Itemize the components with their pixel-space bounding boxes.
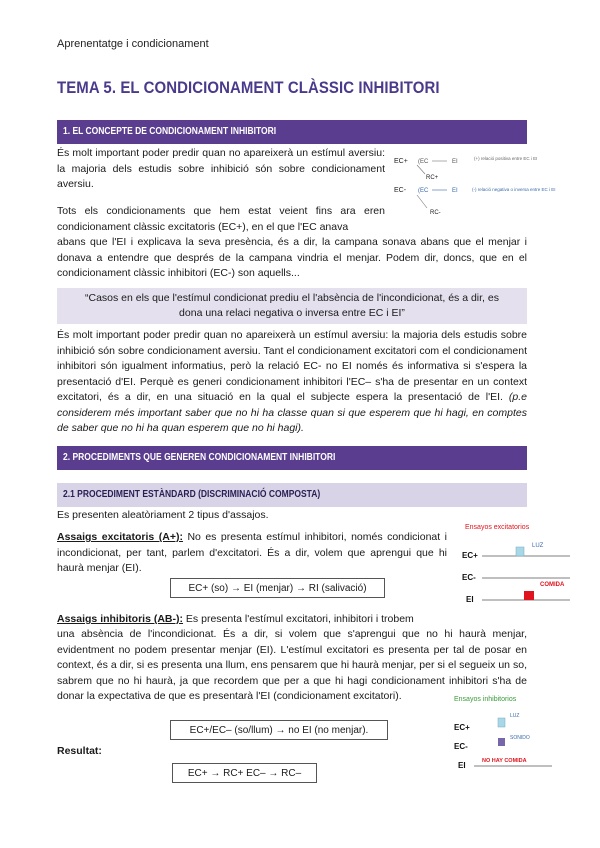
inhibitory-trials-line-1: Assaigs inhibitoris (AB-): Es presenta l'estímul excitatori, inhibitori i trobem: [57, 613, 414, 625]
chart1-food-mark: [524, 591, 534, 600]
excitatory-formula: EC+ (so) → EI (menjar) → RI (salivació): [170, 578, 385, 598]
diagram-row2-note: (-) relació negativa o inversa entre EC i EI: [472, 187, 556, 192]
chart2-sound-label: SONIDO: [510, 735, 530, 741]
section-2-intro: Es presenten aleatòriament 2 tipus d'assajos.: [57, 509, 269, 521]
diagram-row1-left: EC+: [394, 158, 408, 165]
chart1-light-label: LUZ: [532, 543, 544, 549]
chart1-food-label: COMIDA: [540, 582, 565, 588]
inhibitory-trials-figure: [452, 692, 572, 782]
diagram-row2-out: RC-: [430, 210, 441, 216]
chart2-light-label: LUZ: [510, 713, 520, 719]
chart1-row3: EI: [466, 595, 474, 604]
diagram-row2-right: EI: [452, 188, 458, 194]
diagram-row2-left-label: EC-: [394, 187, 407, 194]
chart2-sound-mark: [498, 738, 505, 746]
inhibitory-trials-paragraph: una absència de l'incondicionat. És a dir, si volem que s'aprengui que no hi haurà menjar, evidentment no podem presentar menjar (EI). L'estímul excitatori es presenta per tal de posar en context, és a dir, si es presenta una llum, ens pensarem que hi haurà menjar, per si el segueix un so, sabrem que no hi haurà, ja que recordem que per a que hi hagi condicionament inhibitori s'ha de donar la expectativa de que es presentarà l'EI (condicionament excitatori).: [57, 628, 527, 702]
section-1-example: (p.e considerem més important saber que no hi ha classe quan si que esperem que hi hagi, en comptes de saber que no hi ha quan esperem que no hi hagi).: [57, 391, 527, 434]
excitatory-trials-figure: [460, 520, 575, 610]
chart2-row3: EI: [458, 761, 466, 770]
section-1-paragraph-2a: Tots els condicionaments que hem estat veient fins ara eren condicionament clàssic excitatoris (EC+), en el que l'EC anava: [57, 205, 385, 233]
definition-quote: “Casos en els que l'estímul condicionat prediu el l'absència de l'incondicionat, és a dir, es dona una relaci negativa o inversa entre EC i EI”: [57, 288, 527, 324]
section-1-paragraph-1: És molt important poder predir quan no apareixerà un estímul aversiu: la majoria dels estudis sobre inhibició són sobre condicionament aversiu.: [57, 147, 385, 190]
chart2-row1: EC+: [454, 723, 470, 732]
chart2-light-mark: [498, 718, 505, 727]
diagram-row1-mid: (EC: [418, 159, 429, 165]
excitatory-trials-heading: Assaigs excitatoris (A+):: [57, 531, 183, 543]
section-1-heading: 1. EL CONCEPTE DE CONDICIONAMENT INHIBITORI: [57, 120, 527, 144]
diagram-row2-mid: (EC: [418, 188, 429, 194]
page-title: TEMA 5. EL CONDICIONAMENT CLÀSSIC INHIBITORI: [57, 78, 440, 97]
result-formula: EC+ → RC+ EC– → RC–: [172, 763, 317, 783]
section-2-heading: 2. PROCEDIMENTS QUE GENEREN CONDICIONAMENT INHIBITORI: [57, 446, 527, 470]
section-2-1-heading: 2.1 PROCEDIMENT ESTÀNDARD (DISCRIMINACIÓ COMPOSTA): [57, 483, 527, 507]
inhibitory-formula: EC+/EC– (so/llum) → no EI (no menjar).: [170, 720, 388, 740]
chart1-light-mark: [516, 547, 524, 556]
excitatory-trials-paragraph: Assaigs excitatoris (A+): No es presenta estímul inhibitori, només condicionat i incondicionat, per tant, parlem d'excitatori. És a dir, volem que aprengui que hi haurà menjar (EI).: [57, 531, 447, 574]
chart2-title: Ensayos inhibitorios: [454, 696, 517, 703]
section-1-paragraph-2b: abans que l'EI i explicava la seva presència, és a dir, la campana sonava abans que el menjar i donava a entendre que després de la campana vindria el menjar. Podem dir, doncs, que en el condicionament clàssic inhibitori (EC-) son aquells...: [57, 236, 527, 279]
diagram-row1-right: EI: [452, 159, 458, 165]
inhibitory-trials-heading: Assaigs inhibitoris (AB-):: [57, 613, 184, 625]
chart1-title: Ensayos excitatorios: [465, 524, 530, 531]
diagram-row1-out: RC+: [426, 175, 439, 181]
running-header: Aprenentatge i condicionament: [57, 38, 209, 50]
chart1-row1: EC+: [462, 551, 478, 560]
result-label: Resultat:: [57, 745, 102, 757]
diagram-row1-note: (+) relació positiva entre EC i EI: [474, 156, 538, 161]
section-1-paragraph-3: És molt important poder predir quan no apareixerà un estímul aversiu: la majoria dels estudis sobre inhibició són sobre condicionament aversiu. Tant el condicionament excitatori com el condicionament inhibitori són igualment informatius, però la relació EC- no EI només és informativa si s'espera la presentació d'EI. Perquè es generi condicionament inhibitori l'EC– s'ha de presentar en un context excitatori, és a dir, en una situació en la qual el subjecte espera la presentació de l'EI. (p.e considerem més important saber que no hi ha classe quan si que esperem que hi hagi, en comptes de saber que no hi ha quan esperem que no hi hagi).: [57, 329, 527, 434]
chart1-row2: EC-: [462, 573, 476, 582]
ec-relation-diagram: [392, 150, 556, 225]
chart2-row2: EC-: [454, 742, 468, 751]
chart2-nofood-label: NO HAY COMIDA: [482, 758, 527, 764]
